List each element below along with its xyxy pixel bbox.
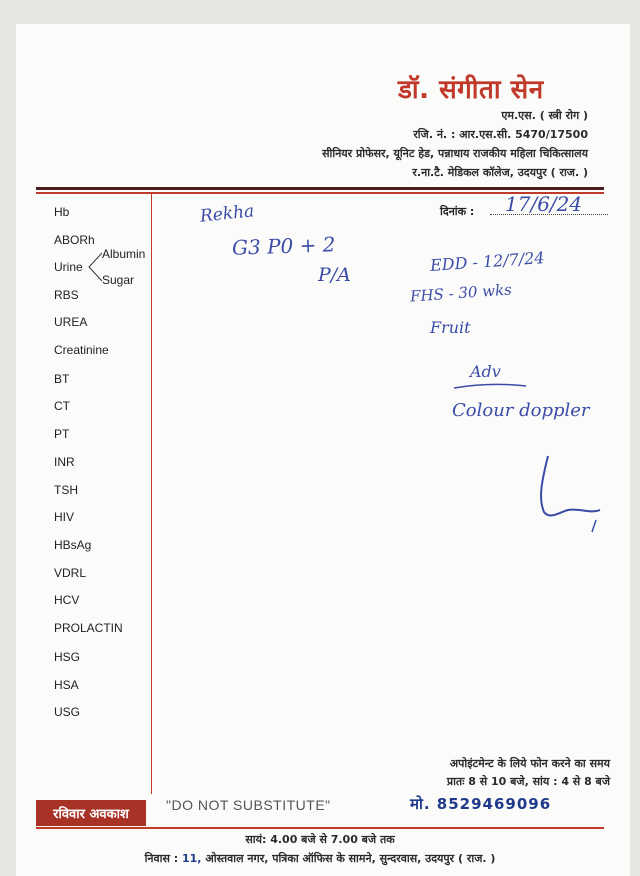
footer-divider [36, 827, 604, 829]
handwritten-pia: P/A [318, 264, 351, 286]
test-bt: BT [54, 372, 70, 386]
test-hcv: HCV [54, 593, 80, 607]
test-ct: CT [54, 399, 70, 413]
test-aborh: ABORh [54, 233, 95, 247]
appointment-note: अपोइंटमेन्ट के लिये फोन करने का समय [449, 757, 610, 770]
date-label: दिनांक : [440, 205, 475, 218]
header-divider [36, 187, 604, 190]
test-hiv: HIV [54, 510, 75, 524]
test-urine-albumin: Albumin [102, 247, 146, 261]
test-usg: USG [54, 705, 81, 719]
residence-address [0, 851, 640, 866]
doctor-post: सीनियर प्रोफेसर, यूनिट हेड, पन्नाधाय राजकीय महिला चिकित्सालय [322, 147, 588, 160]
handwritten-line3: Fruit [430, 318, 471, 337]
test-urea: UREA [54, 315, 88, 329]
doctor-degree: एम.एस. ( स्त्री रोग ) [501, 109, 588, 122]
handwritten-fhs: FHS - 30 wks [409, 280, 513, 306]
registration-number: रजि. नं. : आर.एस.सी. 5470/17500 [413, 128, 588, 141]
doctor-signature [520, 450, 610, 540]
test-prolactin: PROLACTIN [54, 621, 123, 635]
test-hsg: HSG [54, 650, 81, 664]
handwritten-date: 17/6/24 [505, 192, 583, 216]
appointment-timings: प्रातः 8 से 10 बजे, सांय : 4 से 8 बजे [446, 775, 610, 788]
address-text: ओस्तवाल नगर, पत्रिका ऑफिस के सामने, सुन्दरवास, उदयपुर ( राज. ) [205, 852, 496, 865]
test-vdrl: VDRL [54, 566, 87, 580]
handwritten-advice: Adv [470, 362, 501, 381]
test-inr: INR [54, 455, 75, 469]
sunday-holiday-badge: रविवार अवकाश [36, 800, 146, 826]
test-urine: Urine [54, 260, 83, 274]
handwritten-patient-name: Rekha [199, 201, 256, 227]
test-hb: Hb [54, 205, 70, 219]
column-divider [151, 194, 152, 794]
test-hsa: HSA [54, 678, 79, 692]
handwritten-obstetric-history: G3 P0 + 2 [231, 232, 336, 260]
handwritten-investigation: Colour doppler [452, 400, 590, 421]
test-pt: PT [54, 427, 70, 441]
test-hbsag: HBsAg [54, 538, 92, 552]
test-tsh: TSH [54, 483, 78, 497]
handwritten-underline [450, 380, 530, 394]
evening-hours: सायं: 4.00 बजे से 7.00 बजे तक [245, 833, 395, 846]
handwritten-edd: EDD - 12/7/24 [429, 248, 546, 275]
college-name: र.ना.टै. मेडिकल कॉलेज, उदयपुर ( राज. ) [412, 166, 588, 179]
phone-number: मो. 8529469096 [410, 795, 552, 813]
address-label: निवास : [144, 852, 179, 865]
address-number: 11, [182, 852, 202, 865]
test-rbs: RBS [54, 288, 79, 302]
doctor-name: डॉ. संगीता सेन [398, 75, 544, 105]
do-not-substitute-label: "DO NOT SUBSTITUTE" [166, 797, 331, 813]
test-creatinine: Creatinine [54, 343, 109, 357]
test-urine-sugar: Sugar [102, 273, 135, 287]
